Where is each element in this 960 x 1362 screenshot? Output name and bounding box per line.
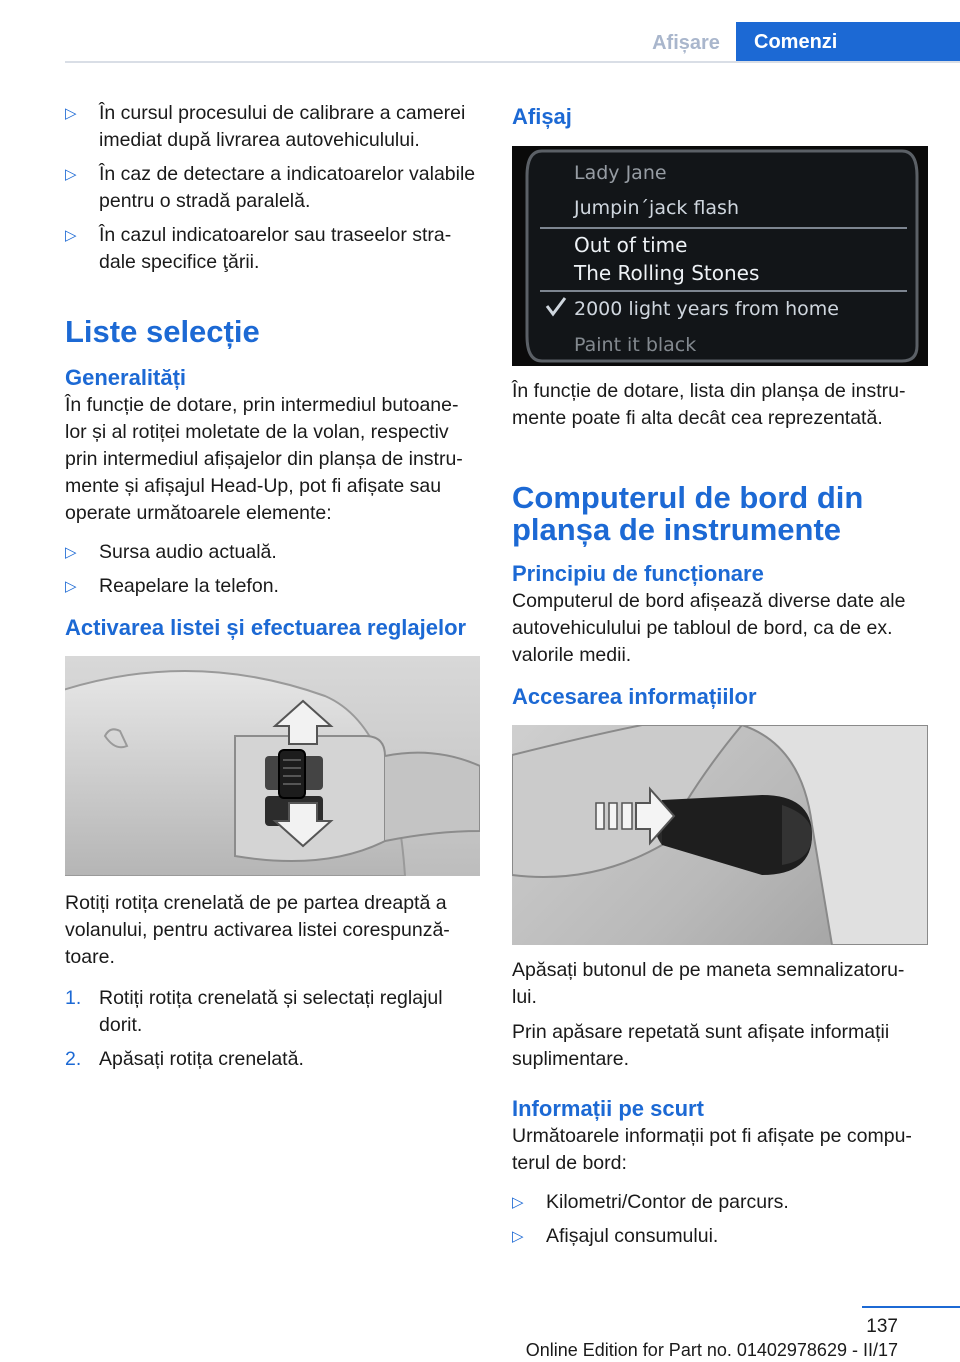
after-image-paragraph: Rotiți rotița crenelată de pe partea dreaptă a volanului, pentru activarea listei corespunză‐toare. [65, 892, 450, 968]
step-number: 1. [65, 987, 82, 1009]
header-rule [65, 61, 960, 63]
triangle-bullet-icon: ▷ [512, 1194, 524, 1211]
list-item: ▷ Afișajul consumului. [512, 1223, 928, 1250]
section-title-computer: Computerul de bord din planșa de instrumente [512, 480, 864, 547]
calibration-bullets [65, 100, 480, 276]
access-paragraph-1: Apăsați butonul de pe maneta semnalizatoru‐lui. [512, 959, 905, 1008]
list-item: ▷ În caz de detectare a indicatoarelor valabile pentru o stradă paralelă. [65, 163, 476, 212]
instrument-display-image [512, 146, 928, 366]
triangle-bullet-icon: ▷ [512, 1228, 524, 1245]
list-item: ▷ Sursa audio actuală. [65, 539, 480, 566]
principle-paragraph: Computerul de bord afișează diverse date ale autovehiculului pe tabloul de bord, ca de ex. valorile medii. [512, 590, 906, 666]
access-paragraph-2: Prin apăsare repetată sunt afișate informații suplimentare. [512, 1021, 890, 1070]
list-item: 2. Apăsați rotița crenelată. [65, 1046, 480, 1073]
subsection-afisaj: Afișaj [512, 104, 572, 129]
list-item: ▷ În cazul indicatoarelor sau traseelor stra‐dale specifice ţării. [65, 224, 452, 273]
overview-paragraph: Următoarele informații pot fi afișate pe compu‐terul de bord: [512, 1125, 912, 1174]
list-item: 1. Rotiți rotița crenelată și selectați reglajul dorit. [65, 987, 443, 1036]
triangle-bullet-icon: ▷ [65, 227, 77, 244]
triangle-bullet-icon: ▷ [65, 578, 77, 595]
left-column [65, 100, 480, 1080]
display-menu-item: 2000 light years from home [574, 298, 839, 320]
triangle-bullet-icon: ▷ [65, 105, 77, 122]
steps-list [65, 985, 480, 1073]
general-bullets [65, 539, 480, 600]
subsection-principiu: Principiu de funcționare [512, 561, 764, 586]
list-item: ▷ Reapelare la telefon. [65, 573, 480, 600]
tab-afisare[interactable]: Afișare [652, 32, 720, 54]
display-menu-item-selected: The Rolling Stones [574, 261, 760, 285]
turn-signal-stalk-image [512, 725, 928, 945]
list-item: ▷ În cursul procesului de calibrare a camerei imediat după livrarea autovehiculului. [65, 102, 466, 151]
page-number: 137 [866, 1316, 898, 1337]
subsection-informatii: Informații pe scurt [512, 1096, 704, 1121]
subsection-accesare: Accesarea informațiilor [512, 684, 757, 709]
display-menu-item: Lady Jane [574, 162, 667, 184]
triangle-bullet-icon: ▷ [65, 544, 77, 561]
general-paragraph: În funcție de dotare, prin intermediul butoane‐lor și al rotiței moletate de la volan, respectiv prin intermediul afișajelor din planșa de instru‐mente și afișajul Head-Up, pot fi afișate sau operate următoarele elemente: [65, 394, 463, 524]
overview-bullets [512, 1189, 928, 1250]
display-menu-item-selected: Out of time [574, 233, 688, 257]
list-item: ▷ Kilometri/Contor de parcurs. [512, 1189, 928, 1216]
display-caption: În funcție de dotare, lista din planșa de instru‐mente poate fi alta decât cea reprezentată. [512, 380, 906, 429]
triangle-bullet-icon: ▷ [65, 166, 77, 183]
display-menu-item: Jumpin´jack flash [574, 197, 739, 219]
subsection-activare: Activarea listei și efectuarea reglajelor [65, 615, 467, 640]
steering-wheel-image [65, 656, 480, 876]
stalk-illustration [512, 725, 928, 945]
footer-rule [862, 1306, 960, 1308]
tab-comenzi[interactable]: Comenzi [736, 22, 960, 63]
steering-wheel-illustration [65, 656, 480, 876]
edition-footer: Online Edition for Part no. 01402978629 - II/17 [525, 1340, 898, 1360]
display-menu-item: Paint it black [574, 334, 697, 356]
subsection-generalitati: Generalități [65, 365, 187, 390]
section-title-liste: Liste selecție [65, 314, 260, 349]
step-number: 2. [65, 1048, 82, 1070]
right-column [512, 103, 928, 1257]
